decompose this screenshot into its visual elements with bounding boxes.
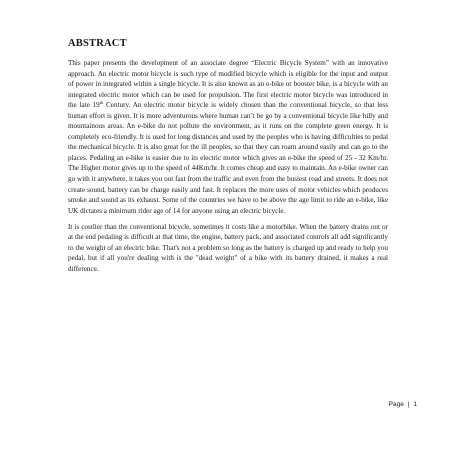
page-label: Page <box>388 401 404 408</box>
paragraph-1 <box>68 58 388 216</box>
paragraph-1-text-a: This paper presents the development of an associate degree “Electric Bicycle System” with an innovative approach. An electric motor bicycle is such type of modified bicycle which is eligible for the input and output of power in integrated within a single bicycle. It is also known as an e-bike or booster bike, is a bicycle with an integrated electric motor which can be used for propulsion. The first electric motor bicycle was introduced in the late 19 <box>68 59 388 110</box>
footer-separator: | <box>407 401 410 408</box>
body-text <box>68 58 388 280</box>
page-number: 1 <box>413 401 417 408</box>
page-footer <box>389 401 417 408</box>
paragraph-1-text-b: Century. An electric motor bicycle is widely chosen than the conventional bicycle, so that less human effort is given. It is more adventurous where human can’t be go by a conventional bicycle like hilly and mountainous areas. An e-bike do not pollute the environment, as it runs on the complete green energy. It is completely eco-friendly. It is used for long distances and used by the peoples who is having difficulties to pedal the mechanical bicycle. It is also great for the ill peoples, so that they can roam around easily and can go to the places. Pedaling an e-bike is easier due to its electric motor which gives an e-bike the speed of 25 - 32 Km/hr. The Higher motor gives up to the speed of 44Km/hr. It comes cheap and easy to maintain. An e-bike owner can go with it anywhere, it takes you out fast from the traffic and even from the busiest road and streets. It does not create sound, battery can be charge easily and fast. It replaces the more uses of motor vehicles which produces smoke and sound as its exhaust. Some of the countries we have to be above the age limit to ride an e-bike, like UK dictates a minimum rider age of 14 for anyone using an electric bicycle. <box>68 101 388 215</box>
paragraph-2: It is costlier than the conventional bicycle, sometimes it costs like a motorbike. When the battery drains out or at the end pedaling is difficult at that time, the engine, battery pack, and associated controls all add significantly to the weight of an electric bike. That's not a problem so long as the battery is charged up and ready to help you pedal, but if all you're dealing with is the "dead weight" of a bike with its battery drained, it makes a real difference. <box>68 222 388 273</box>
section-heading: ABSTRACT <box>68 38 127 49</box>
ordinal-superscript: th <box>99 100 104 106</box>
